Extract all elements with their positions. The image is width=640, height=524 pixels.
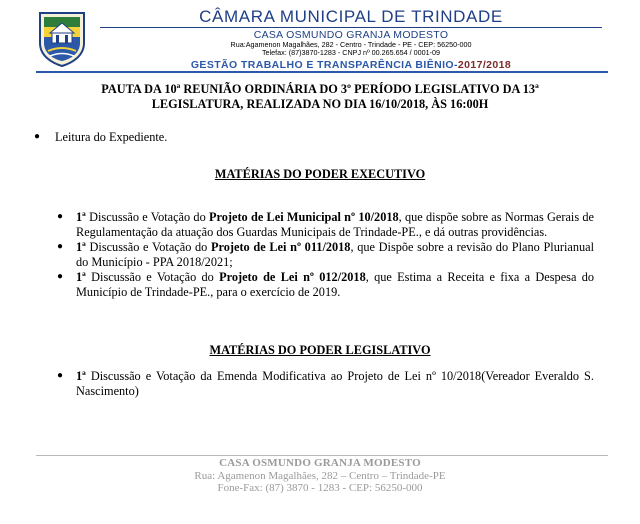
footer-address: Rua: Agamenon Magalhães, 282 – Centro – Trindade-PE <box>194 469 446 482</box>
bullet-icon: ● <box>34 131 41 142</box>
footer-divider <box>36 455 608 456</box>
agenda-title <box>40 82 600 111</box>
item-ordinal: 1ª <box>76 240 90 254</box>
list-item <box>57 240 594 269</box>
item-description: Discussão e Votação da Emenda Modificativa ao Projeto de Lei nº 10/2018(Vereador Everaldo S. Nascimento) <box>76 369 594 398</box>
footer-phone: Fone-Fax: (87) 3870 - 1283 - CEP: 56250-000 <box>217 482 423 494</box>
bill-name: Projeto de Lei nº 011/2018 <box>211 240 351 254</box>
agenda-title-line-1: PAUTA DA 10ª REUNIÃO ORDINÁRIA DO 3º PERÍODO LEGISLATIVO DA 13ª <box>101 82 539 96</box>
item-description: , que Dispõe sobre a revisão do Plano Plurianual do Município - PPA 2018/2021; <box>76 240 594 269</box>
letterhead-divider <box>36 71 608 73</box>
item-description: , que Estima a Receita e fixa a Despesa do Município de Trindade-PE., para o exercício de 2019. <box>76 270 594 299</box>
footer-house-name: CASA OSMUNDO GRANJA MODESTO <box>219 457 421 469</box>
letterhead <box>36 8 608 70</box>
agenda-title-line-2: LEGISLATURA, REALIZADA NO DIA 16/10/2018, ÀS 16:00H <box>151 96 489 111</box>
bullet-icon: ● <box>57 241 64 252</box>
bullet-icon: ● <box>57 271 64 282</box>
bullet-icon: ● <box>57 370 64 381</box>
legislative-items <box>57 369 594 398</box>
title-divider <box>100 27 602 28</box>
expediente-text: Leitura do Expediente. <box>55 130 168 144</box>
expediente-list <box>34 130 615 145</box>
slogan-text: GESTÃO TRABALHO E TRANSPARÊNCIA BIÊNIO- <box>190 59 458 71</box>
footer <box>60 457 580 495</box>
executive-heading: MATÉRIAS DO PODER EXECUTIVO <box>214 167 426 181</box>
item-description: , que dispõe sobre as Normas Gerais de Regulamentação da atuação dos Guardas Municipais de Trindade-PE., e dá outras providências. <box>76 210 595 239</box>
management-slogan <box>94 59 608 71</box>
item-action: Discussão e Votação do <box>89 210 210 224</box>
item-ordinal: 1ª <box>76 270 92 284</box>
chamber-contacts: Telefax: (87)3870-1283 - CNPJ nº 00.265.654 / 0001-09 <box>261 48 441 58</box>
slogan-years: 2017/2018 <box>457 59 512 71</box>
chamber-address: Rua:Agamenon Magalhães, 282 - Centro - Trindade - PE - CEP: 56250-000 <box>230 40 472 49</box>
item-ordinal: 1ª <box>76 369 91 383</box>
executive-items <box>57 210 595 300</box>
item-ordinal: 1ª <box>76 210 90 224</box>
bullet-icon: ● <box>57 211 64 222</box>
list-item <box>34 130 615 145</box>
list-item <box>57 270 594 299</box>
legislative-heading: MATÉRIAS DO PODER LEGISLATIVO <box>209 343 431 357</box>
list-item <box>57 210 595 239</box>
item-action: Discussão e Votação do <box>91 270 220 284</box>
item-action: Discussão e Votação do <box>89 240 212 254</box>
list-item <box>57 369 594 398</box>
bill-name: Projeto de Lei nº 012/2018 <box>219 270 366 284</box>
chamber-title: CÂMARA MUNICIPAL DE TRINDADE <box>199 7 503 26</box>
municipal-crest-icon <box>36 9 88 67</box>
letterhead-text <box>94 8 608 58</box>
bill-name: Projeto de Lei Municipal nº 10/2018 <box>209 210 399 224</box>
chamber-subtitle: CASA OSMUNDO GRANJA MODESTO <box>253 29 449 41</box>
